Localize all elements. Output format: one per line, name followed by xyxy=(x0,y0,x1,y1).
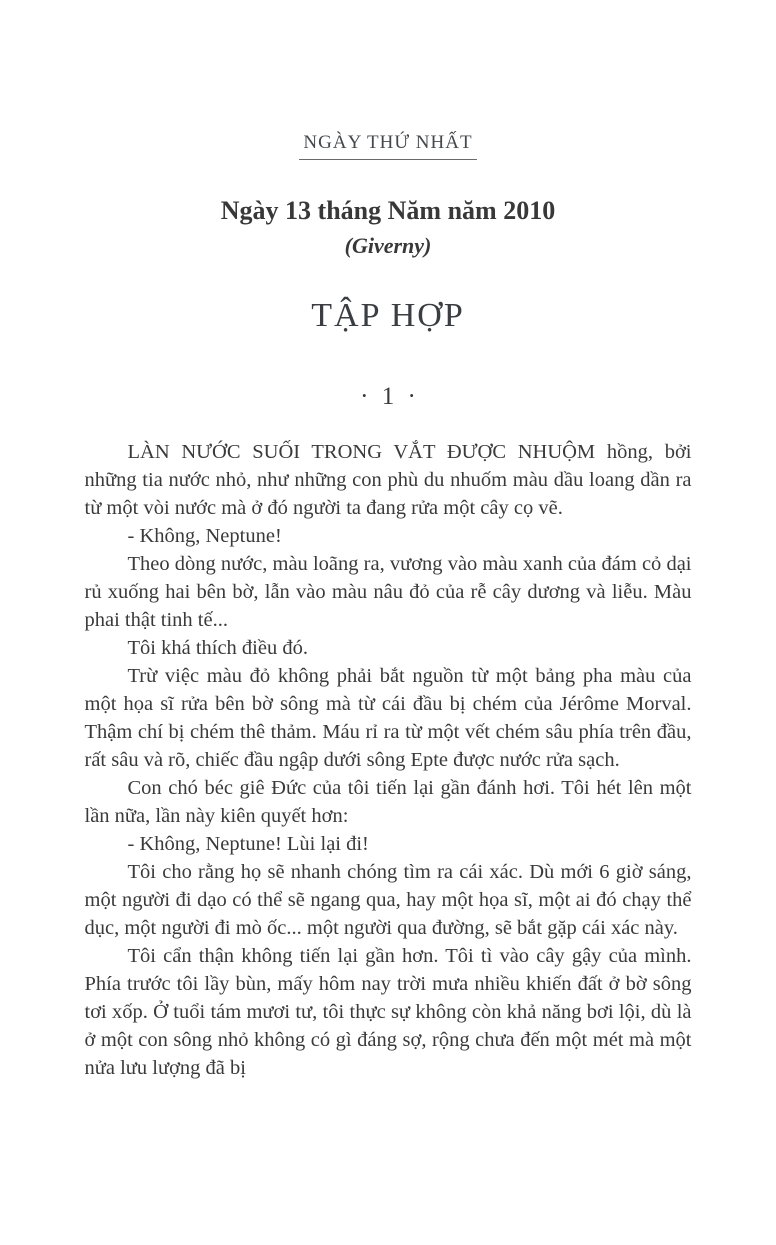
paragraph: Tôi khá thích điều đó. xyxy=(127,637,308,660)
running-head-wrap xyxy=(85,133,692,160)
running-head: NGÀY THỨ NHẤT xyxy=(299,133,476,160)
paragraph-lead-caps: LÀN NƯỚC SUỐI TRONG VẮT ĐƯỢC NHUỘM xyxy=(127,441,596,464)
paragraph-text: hồng, bởi những tia nước nhỏ, như những con phù du nhuốm màu dầu loang dần ra từ một vòi nước mà ở đó người ta đang rửa một cây cọ vẽ. xyxy=(84,441,692,520)
paragraph: Theo dòng nước, màu loãng ra, vương vào màu xanh của đám cỏ dại rủ xuống hai bên bờ, lẫn vào màu nâu đỏ của rễ cây dương và liễu. Màu phai thật tinh tế... xyxy=(84,553,692,632)
body-text xyxy=(85,438,692,1082)
paragraph: Trừ việc màu đỏ không phải bắt nguồn từ một bảng pha màu của một họa sĩ rửa bên bờ sông mà từ cái đầu bị chém của Jérôme Morval. Thậm chí bị chém thê thảm. Máu rỉ ra từ một vết chém sâu phía trên đầu, rất sâu và rõ, chiếc đầu ngập dưới sông Epte được nước rửa sạch. xyxy=(84,665,692,772)
part-title: TẬP HỢP xyxy=(311,297,465,335)
page-content xyxy=(85,133,692,1082)
paragraph: Con chó béc giê Đức của tôi tiến lại gần đánh hơi. Tôi hét lên một lần nữa, lần này kiên quyết hơn: xyxy=(84,777,692,828)
location-subtitle: (Giverny) xyxy=(344,232,432,258)
paragraph: Tôi cẩn thận không tiến lại gần hơn. Tôi tì vào cây gậy của mình. Phía trước tôi lầy bùn, mấy hôm nay trời mưa nhiều khiến đất ở bờ sông tơi xốp. Ở tuổi tám mươi tư, tôi thực sự không còn khả năng bơi lội, dù là ở một con sông nhỏ không có gì đáng sợ, rộng chưa đến một mét mà một nửa lưu lượng đã bị xyxy=(84,945,692,1080)
paragraph xyxy=(85,438,692,522)
date-title: Ngày 13 tháng Năm năm 2010 xyxy=(220,196,556,225)
section-marker: · 1 · xyxy=(360,383,416,411)
paragraph: Tôi cho rằng họ sẽ nhanh chóng tìm ra cái xác. Dù mới 6 giờ sáng, một người đi dạo có thể sẽ ngang qua, hay một họa sĩ, một ai đó chạy thể dục, một người đi mò ốc... một người qua đường, sẽ bắt gặp cái xác này. xyxy=(84,861,692,940)
paragraph: - Không, Neptune! xyxy=(127,525,282,548)
paragraph: - Không, Neptune! Lùi lại đi! xyxy=(127,833,369,856)
